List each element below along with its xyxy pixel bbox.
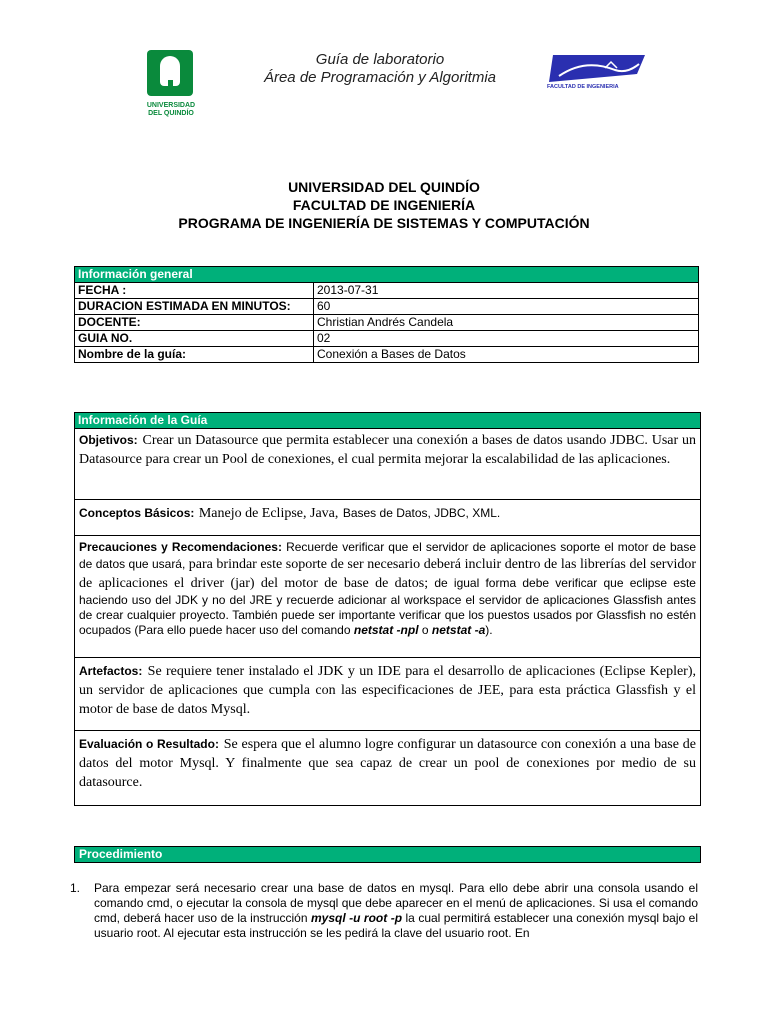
university-logo-mark	[147, 50, 193, 96]
step-text-a: Para empezar será necesario crear una base de datos en mysql. Para ello debe abrir una consola usando el comando cmd, o ejecutar la consola de mysql que debe aparecer en el menú de aplicaciones. Si usa el comando cmd, deberá hacer uso de la instrucción	[94, 881, 698, 925]
faculty-logo-graphic	[545, 52, 649, 90]
row-value: Conexión a Bases de Datos	[314, 347, 699, 363]
objetivos-section	[75, 429, 700, 500]
table-row	[75, 347, 699, 363]
precauciones-label: Precauciones y Recomendaciones:	[79, 540, 282, 554]
title-faculty: FACULTAD DE INGENIERÍA	[292, 197, 476, 213]
precauciones-end: ).	[485, 623, 493, 637]
row-label: GUIA NO.	[75, 331, 314, 347]
precauciones-section	[75, 536, 700, 658]
conceptos-text-serif: Manejo de Eclipse, Java,	[198, 506, 339, 521]
title-program: PROGRAMA DE INGENIERÍA DE SISTEMAS Y COMPUTACIÓN	[178, 215, 590, 231]
step-command: mysql -u root -p	[311, 911, 403, 925]
precauciones-text-3: de igual forma debe verificar que eclipse este haciendo uso del JDK y no del JRE y recuerde adicionar al workspace el servidor de aplicaciones Glassfish antes de crear cualquier proyecto. También puede ser importante verificar que los puestos usados por Glassfish no estén ocupados (Para ello puede hacer uso del comando	[79, 576, 696, 637]
precauciones-command-2: netstat -a	[431, 623, 486, 637]
artefactos-text: Se requiere tener instalado el JDK y un IDE para el desarrollo de aplicaciones (Eclipse Kepler), un servidor de aplicaciones que cumpla con las especificaciones de JEE, para esta práctica Glassfish y el motor de base de datos Mysql.	[79, 664, 696, 717]
precauciones-or: o	[421, 623, 429, 637]
objetivos-text: Crear un Datasource que permita establecer una conexión a bases de datos usando JDBC. Usar un Datasource para crear un Pool de conexiones, el cual permita mejorar la escalabilidad de las aplicaciones.	[79, 433, 696, 467]
list-item	[70, 881, 698, 941]
row-label: Nombre de la guía:	[75, 347, 314, 363]
row-value: Christian Andrés Candela	[314, 315, 699, 331]
precauciones-text-1: Recuerde verificar que el servidor de aplicaciones soporte el motor de base de datos que usará,	[79, 540, 696, 571]
title-university: UNIVERSIDAD DEL QUINDÍO	[288, 179, 480, 195]
artefactos-label: Artefactos:	[79, 664, 143, 678]
general-info-header: Información general	[75, 267, 699, 283]
procedimiento-header: Procedimiento	[74, 846, 701, 863]
university-logo-text-1: UNIVERSIDAD	[146, 102, 196, 109]
row-label: DOCENTE:	[75, 315, 314, 331]
procedure-steps	[70, 881, 698, 941]
precauciones-command-1: netstat -npl	[353, 623, 419, 637]
university-logo-text-2: DEL QUINDÍO	[148, 110, 194, 117]
header-subtitle-2: Área de Programación y Algoritmia	[263, 69, 497, 86]
general-info-table	[74, 266, 699, 363]
row-value: 60	[314, 299, 699, 315]
row-label: FECHA :	[75, 283, 314, 299]
evaluacion-text: Se espera que el alumno logre configurar un datasource con conexión a una base de datos del motor Mysql. Y finalmente que sea capaz de crear un pool de conexiones por medio de su datasource.	[79, 737, 696, 790]
university-logo	[136, 50, 206, 124]
conceptos-text-sans: Bases de Datos, JDBC, XML.	[342, 506, 501, 520]
guide-info-table	[74, 412, 701, 806]
evaluacion-section	[75, 731, 700, 805]
conceptos-section	[75, 500, 700, 536]
row-label: DURACION ESTIMADA EN MINUTOS:	[75, 299, 314, 315]
faculty-logo	[545, 52, 649, 90]
step-text-b: la cual permitirá establecer una conexión mysql bajo el usuario root. Al ejecutar esta instrucción se les pedirá la clave del usuario root. En	[94, 911, 698, 940]
evaluacion-label: Evaluación o Resultado:	[79, 737, 219, 751]
header-subtitle-1: Guía de laboratorio	[315, 51, 445, 68]
document-titles	[0, 178, 768, 232]
guide-info-header: Información de la Guía	[75, 413, 700, 429]
table-row	[75, 315, 699, 331]
row-value: 2013-07-31	[314, 283, 699, 299]
table-row	[75, 299, 699, 315]
step-number: 1.	[70, 881, 81, 895]
faculty-logo-text: FACULTAD DE INGENIERIA	[547, 84, 619, 90]
row-value: 02	[314, 331, 699, 347]
precauciones-text-2: para brindar este soporte de ser necesario deberá incluir dentro de las librerías del servidor de aplicaciones el driver (jar) del motor de base de datos;	[79, 557, 696, 591]
table-row	[75, 331, 699, 347]
objetivos-label: Objetivos:	[79, 433, 138, 447]
artefactos-section	[75, 658, 700, 731]
table-row	[75, 283, 699, 299]
conceptos-label: Conceptos Básicos:	[79, 506, 195, 520]
